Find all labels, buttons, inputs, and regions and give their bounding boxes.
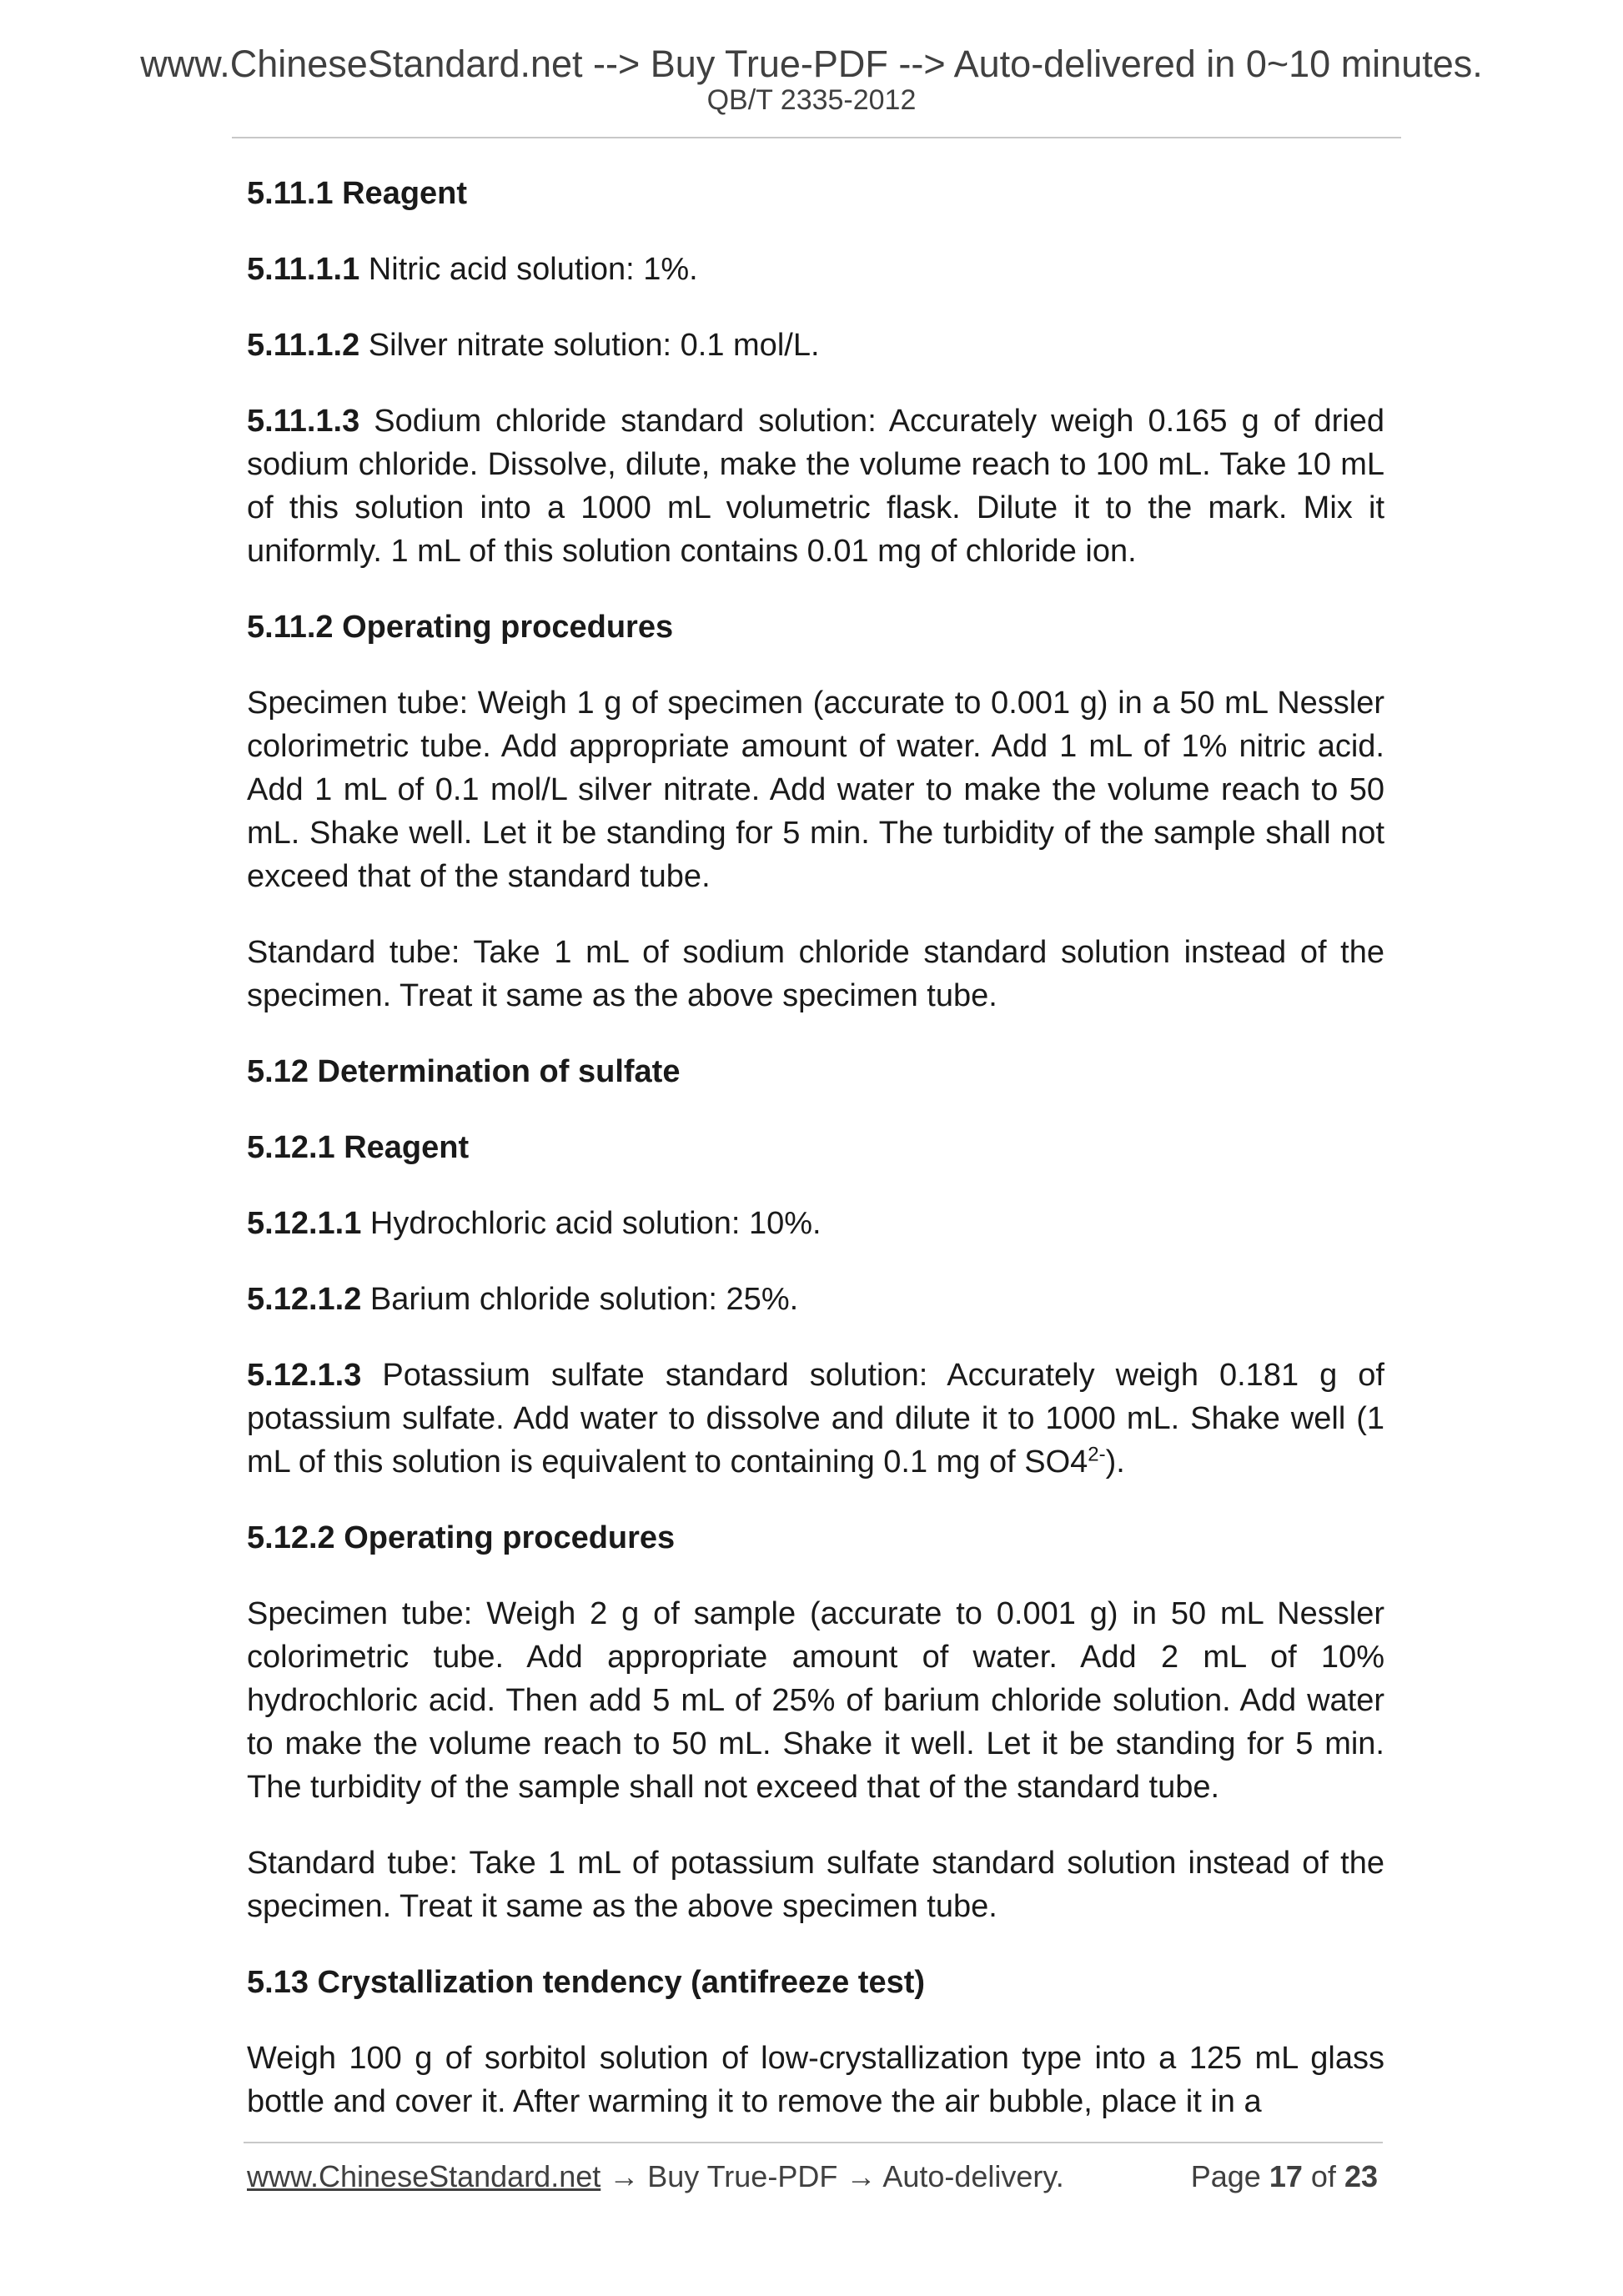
total-page-number: 23: [1344, 2159, 1378, 2193]
clause-text-tail: ).: [1105, 1444, 1125, 1480]
clause-text: Sodium chloride standard solution: Accurately weigh 0.165 g of dried sodium chloride. Dissolve, dilute, make the volume reach to 100 mL. Take 10 mL of this solution into a 1000 mL volumetric flask. Dilute it to the mark. Mix it uniformly. 1 mL of this solution contains 0.01 mg of chloride ion.: [247, 404, 1384, 569]
page-footer: [247, 2158, 1384, 2195]
of-label: of: [1310, 2159, 1336, 2193]
clause-number: 5.11.1.1: [247, 252, 360, 287]
standard-code: QB/T 2335-2012: [706, 84, 917, 116]
clause-number: 5.12.1.3: [247, 1358, 362, 1393]
clause-number: 5.11.1.3: [247, 404, 360, 439]
standard-tube-paragraph: Standard tube: Take 1 mL of sodium chloride standard solution instead of the specimen. Treat it same as the above specimen tube.: [247, 935, 1384, 1013]
footer-site-link[interactable]: www.ChineseStandard.net: [247, 2159, 601, 2193]
standard-tube-paragraph: Standard tube: Take 1 mL of potassium sulfate standard solution instead of the specimen. Treat it same as the above specimen tube.: [247, 1846, 1384, 1924]
clause-5-11-1-3: [247, 399, 1384, 573]
clause-text: Potassium sulfate standard solution: Accurately weigh 0.181 g of potassium sulfate. Add water to dissolve and dilute it to 1000 mL. Shake well (1 mL of this solution is equivalent to containing 0.1 mg of SO4: [247, 1358, 1384, 1480]
footer-tagline: → Buy True-PDF → Auto-delivery.: [600, 2159, 1064, 2193]
clause-number: 5.11.1.2: [247, 328, 360, 363]
heading-5-11-2: 5.11.2 Operating procedures: [247, 610, 674, 645]
clause-number: 5.12.1.1: [247, 1206, 362, 1241]
clause-5-11-1-1: [247, 248, 1384, 291]
specimen-tube-paragraph: Specimen tube: Weigh 1 g of specimen (accurate to 0.001 g) in a 50 mL Nessler colorimetric tube. Add appropriate amount of water. Add 1 mL of 1% nitric acid. Add 1 mL of 0.1 mol/L silver nitrate. Add water to make the volume reach to 50 mL. Shake well. Let it be standing for 5 min. The turbidity of the sample shall not exceed that of the standard tube.: [247, 686, 1384, 894]
clause-text: Nitric acid solution: 1%.: [359, 252, 698, 287]
clause-text: Barium chloride solution: 25%.: [361, 1282, 799, 1317]
clause-text: Silver nitrate solution: 0.1 mol/L.: [359, 328, 820, 363]
specimen-tube-paragraph: Specimen tube: Weigh 2 g of sample (accurate to 0.001 g) in 50 mL Nessler colorimetric tube. Add appropriate amount of water. Add 2 mL of 10% hydrochloric acid. Then add 5 mL of 25% of barium chloride solution. Add water to make the volume reach to 50 mL. Shake it well. Let it be standing for 5 min. The turbidity of the sample shall not exceed that of the standard tube.: [247, 1596, 1384, 1805]
heading-5-13: 5.13 Crystallization tendency (antifreeze test): [247, 1965, 926, 2000]
heading-5-11-1: 5.11.1 Reagent: [247, 176, 468, 211]
footer-divider: [244, 2142, 1383, 2143]
clause-text: Hydrochloric acid solution: 10%.: [361, 1206, 822, 1241]
crystallization-paragraph: Weigh 100 g of sorbitol solution of low-crystallization type into a 125 mL glass bottle and cover it. After warming it to remove the air bubble, place it in a: [247, 2041, 1384, 2119]
current-page-number: 17: [1269, 2159, 1303, 2193]
top-banner-link[interactable]: www.ChineseStandard.net --> Buy True-PDF --> Auto-delivered in 0~10 minutes.: [140, 43, 1483, 85]
document-body: [247, 172, 1384, 2156]
page-indicator: [1191, 2158, 1378, 2195]
page-label: Page: [1190, 2159, 1261, 2193]
clause-5-12-1-1: [247, 1202, 1384, 1245]
heading-5-12: 5.12 Determination of sulfate: [247, 1054, 681, 1089]
superscript-charge: 2-: [1088, 1443, 1106, 1466]
heading-5-12-1: 5.12.1 Reagent: [247, 1130, 470, 1165]
heading-5-12-2: 5.12.2 Operating procedures: [247, 1520, 676, 1555]
clause-number: 5.12.1.2: [247, 1282, 362, 1317]
header-divider: [232, 137, 1401, 138]
clause-5-12-1-2: [247, 1278, 1384, 1321]
clause-5-11-1-2: [247, 324, 1384, 367]
clause-5-12-1-3: [247, 1354, 1384, 1484]
